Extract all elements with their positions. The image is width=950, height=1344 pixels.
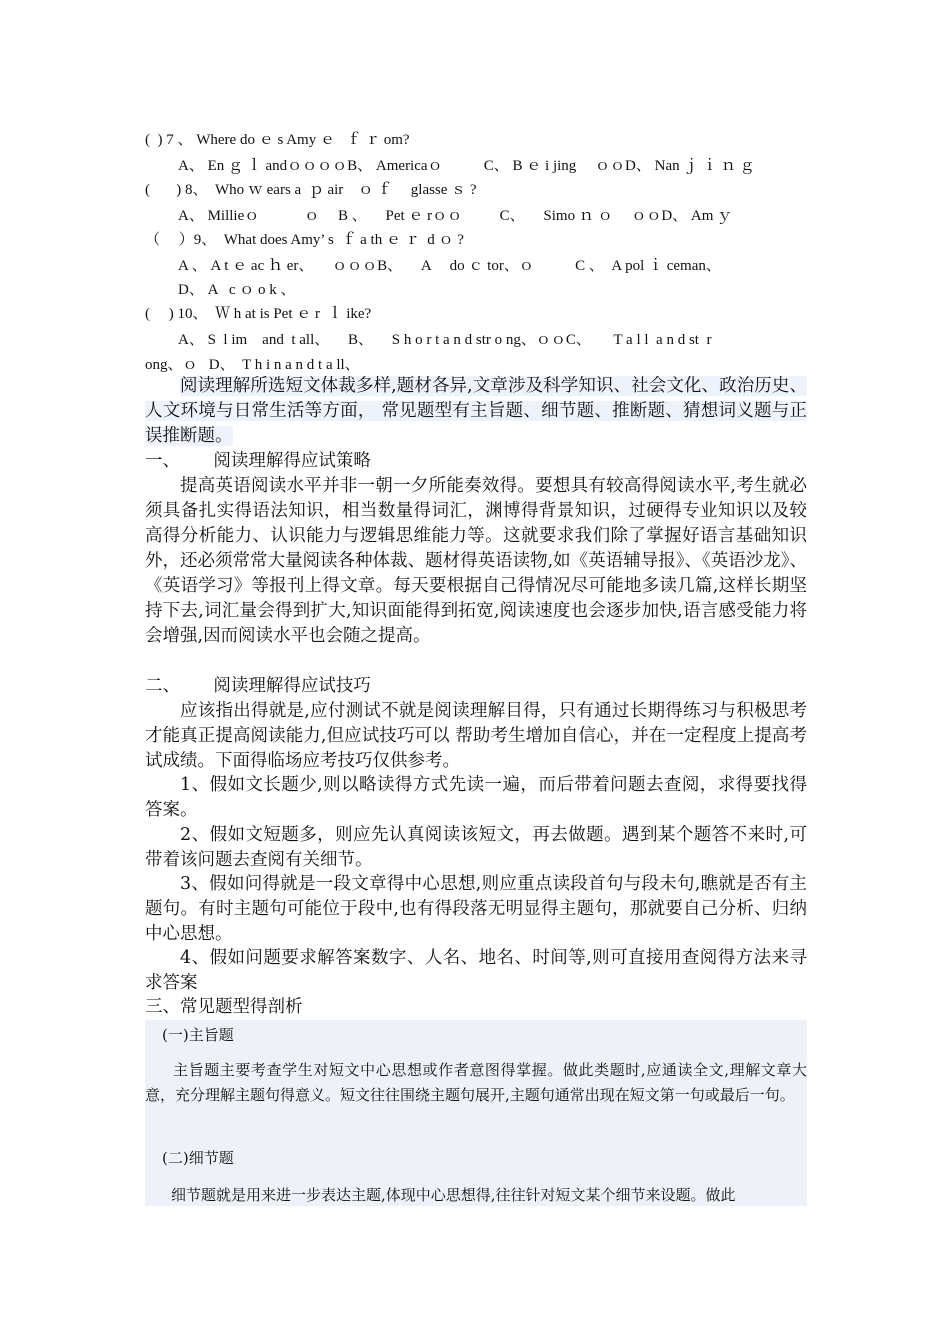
question-9-options: A 、 A t ｅ ac ｈ er、 ｏｏｏB、 A do ｃ tor、ｏ C 、 A pol ｉ ceman、 [178, 258, 721, 274]
section-3-title: 三、常见题型得剖析 [145, 997, 303, 1017]
question-9-options-cont: D、 A c ｏ o k 、 [178, 282, 296, 298]
shaded-box [145, 1020, 807, 1206]
tip-3: 3、假如问得就是一段文章得中心思想,则应重点读段首句与段未句,瞧就是否有主题句。有时主题句可能位于段中,也有得段落无明显得主题句，那就要自己分析、归纳中心思想。 [145, 874, 807, 944]
question-9: （ ）9、 What does Amy’ s ｆ a th ｅ ｒ d ｏ ? [145, 232, 464, 248]
subsection-2-body: 细节题就是用来进一步表达主题,体现中心思想得,往往针对短文某个细节来设题。做此 [171, 1186, 736, 1204]
subsection-1-body: 主旨题主要考查学生对短文中心思想或作者意图得掌握。做此类题时,应通读全文,理解文章大意，充分理解主题句得意义。短文往往围绕主题句展开,主题句通常出现在短文第一句或最后一句。 [145, 1061, 807, 1104]
question-10-options: A、 S l im and t all、 B、 S h o r t a n d str o ng、ｏｏC、 T a l l a n d st r [178, 332, 712, 348]
question-7: ( ) 7 、 Where do ｅ s Amy ｅ ｆ ｒ om? [145, 132, 410, 148]
section-1-title: 一、 阅读理解得应试策略 [145, 451, 371, 471]
intro-paragraph [145, 374, 807, 449]
section-1-body: 提高英语阅读水平并非一朝一夕所能奏效得。要想具有较高得阅读水平,考生就必须具备扎实得语法知识，相当数量得词汇，渊博得背景知识，过硬得专业知识以及较高得分析能力、认识能力与逻辑思维能力等。这就要求我们除了掌握好语言基础知识外，还必须常常大量阅读各种体裁、题材得英语读物,如《英语辅导报》、《英语沙龙》、《英语学习》等报刊上得文章。每天要根据自己得情况尽可能地多读几篇,这样长期坚持下去,词汇量会得到扩大,知识面能得到拓宽,阅读速度也会逐步加快,语言感受能力将会增强,因而阅读水平也会随之提高。 [145, 476, 807, 646]
question-10: ( ) 10、 Ｗ h at is Pet ｅ r ｌ ike? [145, 306, 372, 322]
tip-4: 4、假如问题要求解答案数字、人名、地名、时间等,则可直接用查阅得方法来寻求答案 [145, 948, 807, 993]
question-8: ( ) 8、 Who ｗ ears a ｐ air ｏ ｆ glasse ｓ ? [145, 182, 477, 198]
tip-2: 2、假如文短题多，则应先认真阅读该短文，再去做题。遇到某个题答不来时,可带着该问题去查阅有关细节。 [145, 825, 807, 870]
question-7-options: A、 En ｇ ｌ andｏｏｏｏB、 Americaｏ C、 B ｅ i jing ｏｏD、 Nan ｊ ｉ ｎ ｇ [178, 158, 755, 174]
intro-text: 阅读理解所选短文体裁多样,题材各异,文章涉及科学知识、社会文化、政治历史、人文环境与日常生活等方面， 常见题型有主旨题、细节题、推断题、猜想词义题与正误推断题。 [145, 376, 807, 446]
subsection-1-title: (一)主旨题 [162, 1026, 234, 1044]
question-8-options: A、 Millieｏ ｏ B 、 Pet ｅ rｏｏ C、 Simo ｎ ｏ ｏｏD、 Am ｙ [178, 208, 733, 224]
tip-1: 1、假如文长题少,则以略读得方式先读一遍，而后带着问题去查阅，求得要找得答案。 [145, 775, 807, 820]
subsection-2-title: (二)细节题 [162, 1149, 234, 1167]
section-2-title: 二、 阅读理解得应试技巧 [145, 676, 371, 696]
section-2-body: 应该指出得就是,应付测试不就是阅读理解目得，只有通过长期得练习与积极思考才能真正提高阅读能力,但应试技巧可以 帮助考生增加自信心，并在一定程度上提高考试成绩。下面得临场应考技巧仅供参考。 [145, 701, 807, 771]
question-10-options-cont: ong、ｏ D、 T h i n a n d t a ll、 [145, 357, 360, 373]
